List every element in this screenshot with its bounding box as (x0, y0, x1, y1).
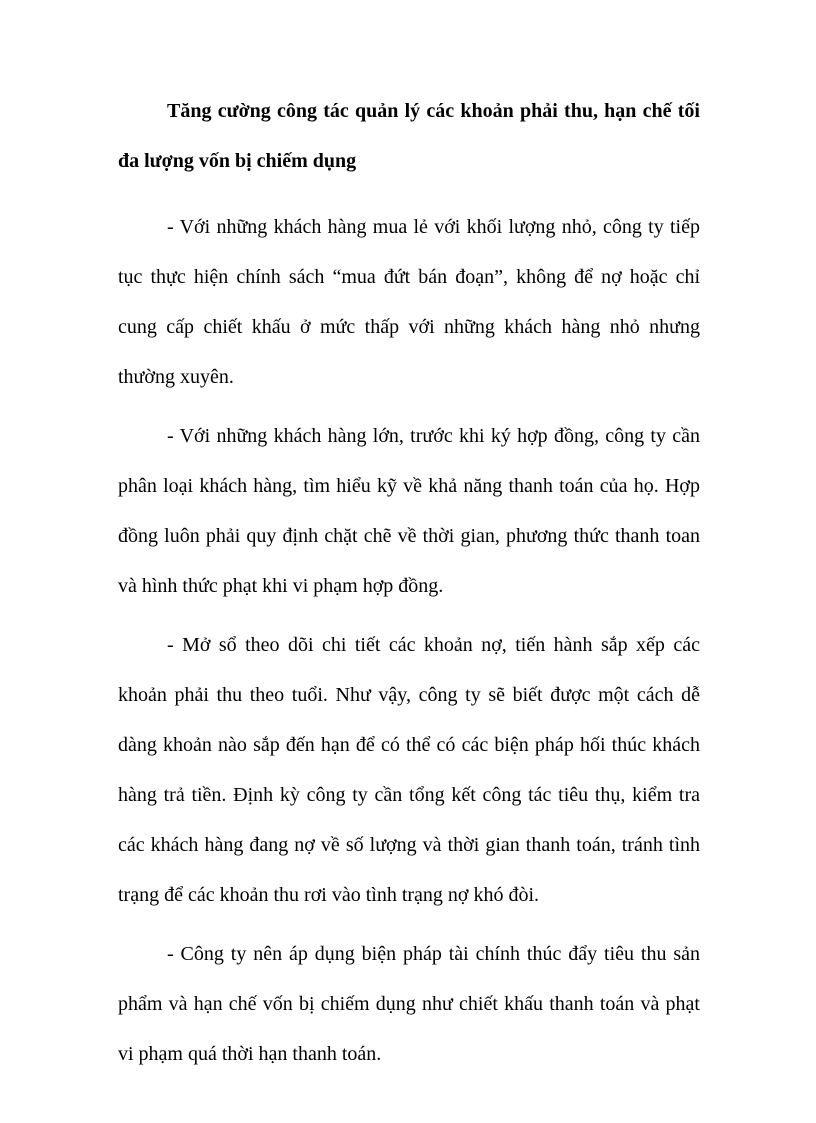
paragraph-debt-tracking: - Mở sổ theo dõi chi tiết các khoản nợ, tiến hành sắp xếp các khoản phải thu theo tuổi. Như vậy, công ty sẽ biết được một cách dễ dàng khoản nào sắp đến hạn để có thể có các biện pháp hối thúc khách hàng trả tiền. Định kỳ công ty cần tổng kết công tác tiêu thụ, kiểm tra các khách hàng đang nợ về số lượng và thời gian thanh toán, tránh tình trạng để các khoản thu rơi vào tình trạng nợ khó đòi. (118, 634, 700, 906)
paragraph-retail-customers: - Với những khách hàng mua lẻ với khối lượng nhỏ, công ty tiếp tục thực hiện chính sách “mua đứt bán đoạn”, không để nợ hoặc chỉ cung cấp chiết khấu ở mức thấp với những khách hàng nhỏ nhưng thường xuyên. (118, 216, 700, 388)
paragraph-large-customers: - Với những khách hàng lớn, trước khi ký hợp đồng, công ty cần phân loại khách hàng, tìm hiểu kỹ về khả năng thanh toán của họ. Hợp đồng luôn phải quy định chặt chẽ về thời gian, phương thức thanh toan và hình thức phạt khi vi phạm hợp đồng. (118, 425, 700, 597)
paragraph-financial-measures: - Công ty nên áp dụng biện pháp tài chính thúc đẩy tiêu thu sản phẩm và hạn chế vốn bị chiếm dụng như chiết khấu thanh toán và phạt vi phạm quá thời hạn thanh toán. (118, 943, 700, 1065)
document-heading: Tăng cường công tác quản lý các khoản phải thu, hạn chế tối đa lượng vốn bị chiếm dụng (118, 100, 700, 172)
